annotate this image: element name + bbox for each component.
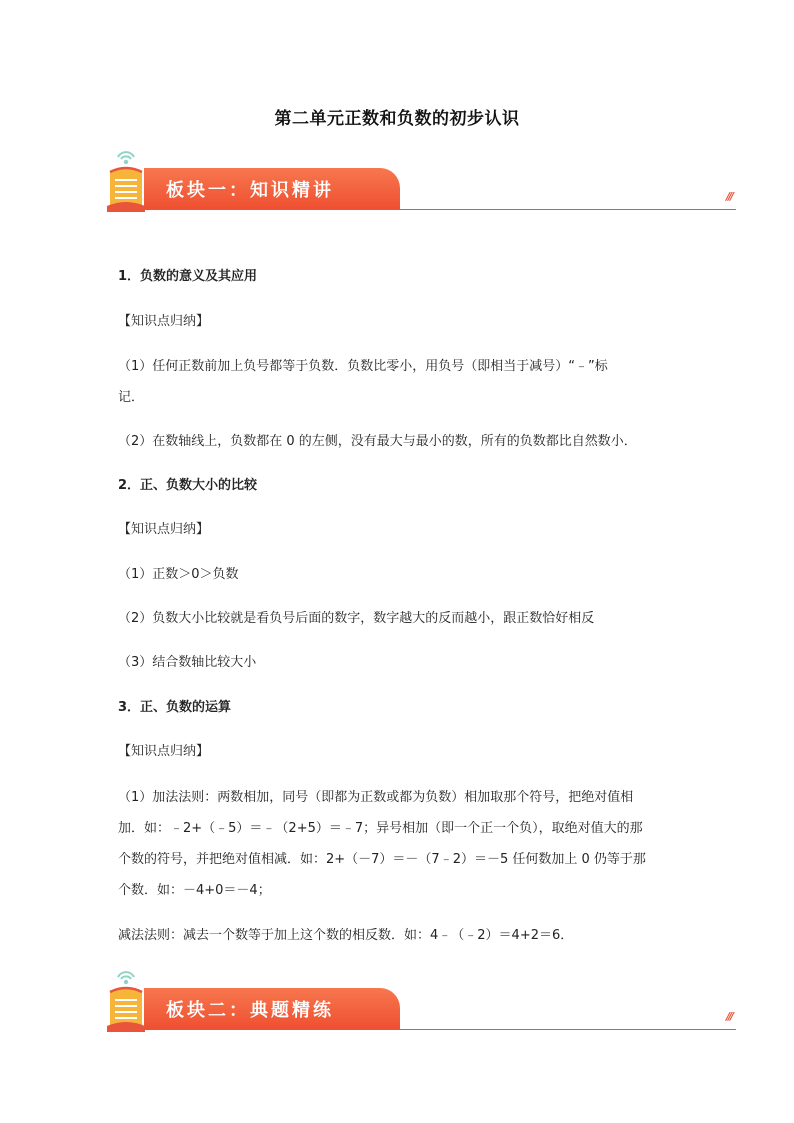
knowledge-label: 【知识点归纳】 <box>118 314 210 329</box>
knowledge-label: 【知识点归纳】 <box>118 522 210 537</box>
book-icon <box>104 968 162 1032</box>
section-title: 板块一：知识精讲 <box>166 180 334 201</box>
section-rule <box>144 209 736 210</box>
section-slashes: /// <box>725 190 732 203</box>
page-title: 第二单元正数和负数的初步认识 <box>274 109 520 129</box>
topic-heading-2: 2．正、负数大小的比较 <box>118 478 258 493</box>
knowledge-label: 【知识点归纳】 <box>118 744 210 759</box>
section-banner-1 <box>104 148 736 212</box>
paragraph: （2）在数轴线上，负数都在 0 的左侧，没有最大与最小的数，所有的负数都比自然数小． <box>118 434 637 449</box>
paragraph: （1）任何正数前加上负号都等于负数．负数比零小，用负号（即相当于减号）“﹣”标 <box>118 359 608 374</box>
paragraph: 个数．如：－4+0＝－4； <box>118 883 271 898</box>
book-icon <box>104 148 162 212</box>
section-slashes: /// <box>725 1010 732 1023</box>
paragraph: 加．如：﹣2+（﹣5）＝﹣（2+5）＝﹣7；异号相加（即一个正一个负），取绝对值大的那 <box>118 821 643 836</box>
paragraph: （2）负数大小比较就是看负号后面的数字，数字越大的反而越小，跟正数恰好相反 <box>118 611 595 626</box>
section-banner-2 <box>104 968 736 1032</box>
section-title: 板块二：典题精练 <box>166 1000 334 1021</box>
paragraph: （1）加法法则：两数相加，同号（即都为正数或都为负数）相加取那个符号，把绝对值相 <box>118 790 634 805</box>
topic-heading-1: 1．负数的意义及其应用 <box>118 269 258 284</box>
topic-heading-3: 3．正、负数的运算 <box>118 700 232 715</box>
paragraph: 个数的符号，并把绝对值相减．如：2+（－7）＝－（7﹣2）＝－5 任何数加上 0 仍等于那 <box>118 852 646 867</box>
section-rule <box>144 1029 736 1030</box>
paragraph: 记． <box>118 390 145 405</box>
paragraph: （1）正数＞0＞负数 <box>118 567 239 582</box>
paragraph: （3）结合数轴比较大小 <box>118 655 257 670</box>
paragraph: 减法法则：减去一个数等于加上这个数的相反数．如：4﹣（﹣2）＝4+2＝6． <box>118 928 574 943</box>
